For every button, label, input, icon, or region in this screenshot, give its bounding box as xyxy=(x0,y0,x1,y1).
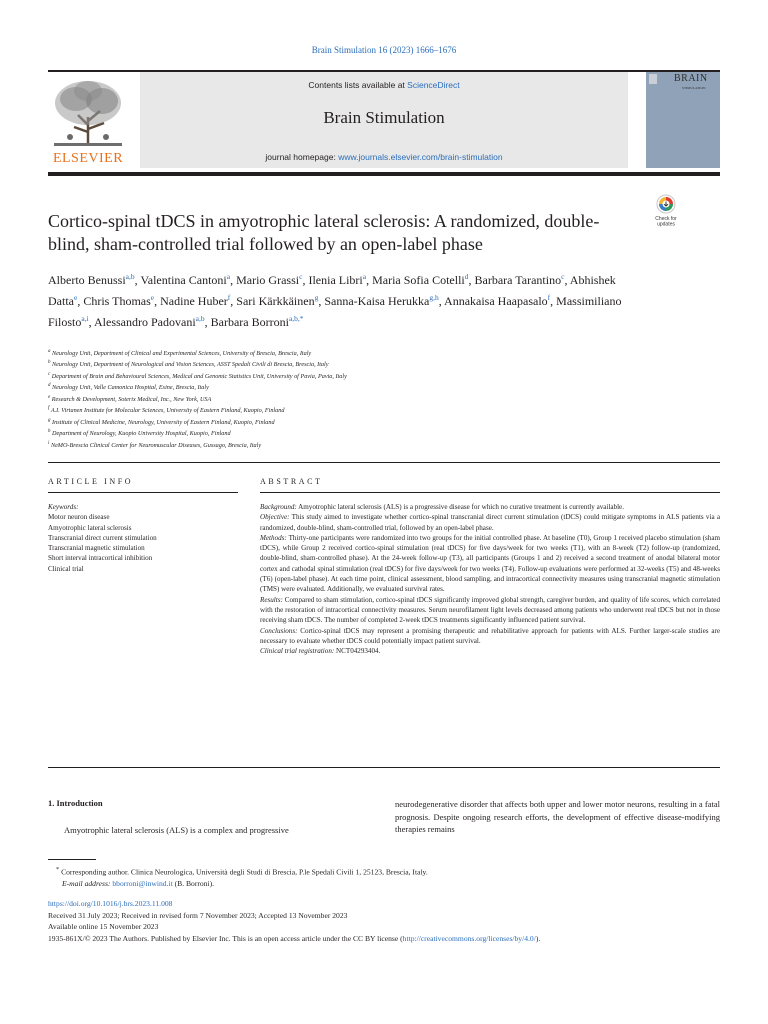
abstract-section-label: Objective: xyxy=(260,513,290,522)
affiliation-item xyxy=(48,427,720,438)
intro-column-right: neurodegenerative disorder that affects both upper and lower motor neurons, resulting in a fatal prognosis. Despite ongoing research efforts, the development of effective disease-modifying therapies remains xyxy=(395,799,720,834)
email-suffix: (B. Borroni). xyxy=(172,879,215,889)
affiliation-text: Neurology Unit, Valle Camonica Hospital, Esine, Brescia, Italy xyxy=(50,384,209,392)
abstract-section-label: Clinical trial registration: xyxy=(260,647,335,656)
license-prefix: 1935-861X/© 2023 The Authors. Published by Elsevier Inc. This is an open access article under the CC BY license ( xyxy=(48,933,403,943)
author-name[interactable]: Annakaisa Haapasalo xyxy=(444,294,548,308)
introduction-heading: 1. Introduction xyxy=(48,798,103,808)
author-name[interactable]: Barbara Tarantino xyxy=(474,273,562,287)
available-online: Available online 15 November 2023 xyxy=(48,922,159,931)
affiliation-item xyxy=(48,439,720,450)
author-name[interactable]: Nadine Huber xyxy=(160,294,228,308)
keyword-item: Transcranial magnetic stimulation xyxy=(48,544,145,553)
intro-column-left: Amyotrophic lateral sclerosis (ALS) is a complex and progressive xyxy=(64,825,289,835)
email-line xyxy=(48,878,720,890)
affiliation-item xyxy=(48,404,720,415)
journal-homepage xyxy=(140,152,628,162)
affiliation-mark: e xyxy=(48,394,51,400)
citation-link[interactable]: Brain Stimulation 16 (2023) 1666–1676 xyxy=(311,45,457,55)
email-link[interactable]: bborroni@inwind.it xyxy=(112,879,173,889)
affiliation-item xyxy=(48,381,720,392)
abstract-section-label: Background: xyxy=(260,503,297,511)
author-affiliation-mark[interactable]: d xyxy=(464,272,469,281)
affiliation-text: Neurology Unit, Department of Neurological and Vision Sciences, ASST Spedali Civili di Brescia, Brescia, Italy xyxy=(50,361,329,369)
affiliation-mark: h xyxy=(48,429,51,435)
author-name[interactable]: Alberto Benussi xyxy=(48,273,126,287)
email-label: E-mail address: xyxy=(62,879,113,889)
abstract-section xyxy=(260,595,720,626)
received-dates: Received 31 July 2023; Received in revised form 7 November 2023; Accepted 13 November 2023 xyxy=(48,910,348,920)
affiliation-text: Research & Development, Soterix Medical, Inc., New York, USA xyxy=(50,395,212,403)
abstract-section xyxy=(260,512,720,533)
author-name[interactable]: Alessandro Padovani xyxy=(94,315,196,329)
author-affiliation-mark[interactable]: c xyxy=(299,272,303,281)
article-info-rule xyxy=(48,492,238,493)
corresponding-author-line xyxy=(48,864,720,878)
affiliation-text: Department of Brain and Behavioural Sciences, Medical and Genomic Statistics Unit, University of Pavia, Pavia, Italy xyxy=(50,373,347,380)
author-affiliation-mark[interactable]: a xyxy=(226,272,231,281)
license-line xyxy=(48,933,728,945)
masthead-rule xyxy=(48,172,720,176)
affiliation-text: Institute of Clinical Medicine, Neurology, University of Eastern Finland, Kuopio, Finland xyxy=(50,418,275,426)
check-updates-label-1: Check for xyxy=(655,216,677,222)
author-name[interactable]: Mario Grassi xyxy=(236,273,300,287)
abstract-section-label: Conclusions: xyxy=(260,626,298,635)
contents-prefix: Contents lists available at xyxy=(308,80,408,90)
abstract-heading: ABSTRACT xyxy=(260,477,323,486)
abstract-section-label: Results: xyxy=(260,595,283,604)
footnote-rule xyxy=(48,859,96,860)
abstract-section xyxy=(260,502,720,512)
publisher-wordmark: ELSEVIER xyxy=(52,151,124,166)
author-list: Alberto Benussi$^{a,b}$, Valentina Cantoni$^a$, Mario Grassi$^c$, Ilenia Libri$^a$, Maria Sofia Cotelli$^d$, Barbara Tarantino$^c$, Abhishek Datta$^e$, Chris Thomas$^e$, Nadine Huber$^f$, Sari Kärkkäinen$^g$, Sanna-Kaisa Herukka$^{g,h}$, Annakaisa Haapasalo$^f$, Massimiliano Filosto$^{a,i}$, Alessandro Padovani$^{a,b}$, Barbara Borroni$^{a,b,*}$ xyxy=(48,272,622,329)
cover-subtitle: STIMULATION xyxy=(682,86,706,90)
keywords-block xyxy=(48,502,248,574)
article-metadata xyxy=(48,898,728,944)
license-link[interactable]: http://creativecommons.org/licenses/by/4.0/ xyxy=(402,933,536,943)
section-rule-top xyxy=(48,462,720,463)
affiliation-mark: g xyxy=(48,417,51,423)
author-affiliation-mark[interactable]: f xyxy=(547,293,551,302)
abstract-section xyxy=(260,626,720,647)
affiliation-list xyxy=(48,347,720,450)
license-suffix: ). xyxy=(535,933,541,943)
doi-link[interactable]: https://doi.org/10.1016/j.brs.2023.11.008 xyxy=(48,899,173,908)
affiliation-text: Department of Neurology, Kuopio University Hospital, Kuopio, Finland xyxy=(50,430,231,438)
abstract-section-text: This study aimed to investigate whether cortico-spinal transcranial direct current stimulation (tDCS) could mitigate symptoms in ALS patients via a randomized, double-blind, sham-controlled trial, followed by an open-label phase. xyxy=(260,513,720,532)
abstract-rule xyxy=(260,492,720,493)
abstract-section-text: Thirty-one participants were randomized into two groups for the initial controlled phase. At baseline (T0), Group 1 received placebo stimulation (sham tDCS), while Group 2 received cortico-spinal stimulation (real tDCS) for five days/week for two weeks (T1), with an 8-week (T2) follow-up (randomized, double-blind, sham-controlled phase). At the 24-week follow-up (T3), all participants (Groups 1 and 2) received a second treatment of anodal bilateral motor cortex and cathodal spinal stimulation (real tDCS) for five days/week for two weeks (T4). Follow-up evaluations were performed at 32-weeks (T5) and 48-weeks (T6) (open-label phase). At each time point, clinical assessment, blood sampling, and intracortical connectivity measures using transcranial magnetic stimulation (TMS) were evaluated. Additionally, we evaluated survival rates. xyxy=(260,533,720,594)
footnote-mark: * xyxy=(56,866,60,873)
author-affiliation-mark[interactable]: e xyxy=(150,293,155,302)
abstract-section-text: NCT04293404. xyxy=(334,647,381,656)
author-name[interactable]: Sanna-Kaisa Herukka xyxy=(324,294,430,308)
author-name[interactable]: Sari Kärkkäinen xyxy=(236,294,315,308)
journal-title: Brain Stimulation xyxy=(323,108,445,127)
author-name[interactable]: Ilenia Libri xyxy=(308,273,363,287)
affiliation-mark: a xyxy=(48,349,51,354)
article-title: Cortico-spinal tDCS in amyotrophic lateral sclerosis: A randomized, double-blind, sham-controlled trial followed by an open-label phase xyxy=(48,211,600,254)
journal-citation[interactable] xyxy=(0,45,768,55)
corresponding-footnote xyxy=(48,864,720,890)
author-affiliation-mark[interactable]: a,b xyxy=(125,272,135,281)
article-info-heading: ARTICLE INFO xyxy=(48,477,134,486)
author-name[interactable]: Abhishek Datta xyxy=(48,273,616,308)
check-updates-label-2: updates xyxy=(657,221,675,228)
sciencedirect-link[interactable]: ScienceDirect xyxy=(407,80,460,90)
keyword-item: Short interval intracortical inhibition xyxy=(48,554,153,563)
abstract-body xyxy=(260,502,720,656)
keyword-item: Amyotrophic lateral sclerosis xyxy=(48,523,132,532)
affiliation-item xyxy=(48,393,720,404)
homepage-prefix: journal homepage: xyxy=(265,152,339,162)
author-affiliation-mark[interactable]: a,b xyxy=(195,314,205,323)
contents-line xyxy=(140,80,628,90)
author-affiliation-mark[interactable]: g xyxy=(314,293,319,302)
affiliation-item xyxy=(48,416,720,427)
keyword-item: Clinical trial xyxy=(48,564,84,573)
section-rule-bottom xyxy=(48,767,720,768)
keywords-list xyxy=(48,512,248,574)
affiliation-text: A.I. Virtanen Institute for Molecular Sciences, University of Eastern Finland, Kuopio, Finland xyxy=(49,407,285,415)
homepage-link[interactable]: www.journals.elsevier.com/brain-stimulation xyxy=(338,152,503,162)
abstract-section xyxy=(260,646,720,656)
corresponding-text: Corresponding author. Clinica Neurologica, Università degli Studi di Brescia, P.le Spedali Civili 1, 25123, Brescia, Italy. xyxy=(59,867,428,877)
author-affiliation-mark[interactable]: a,i xyxy=(81,314,89,323)
author-name[interactable]: Barbara Borroni xyxy=(210,315,289,329)
author-affiliation-mark[interactable]: a xyxy=(362,272,367,281)
keywords-label: Keywords: xyxy=(48,503,79,511)
keyword-item: Motor neuron disease xyxy=(48,513,110,522)
author-name[interactable]: Massimiliano Filosto xyxy=(48,294,622,329)
author-name[interactable]: Valentina Cantoni xyxy=(140,273,227,287)
affiliation-mark: i xyxy=(48,440,50,446)
author-name[interactable]: Chris Thomas xyxy=(83,294,151,308)
keyword-item: Transcranial direct current stimulation xyxy=(48,533,157,542)
check-for-updates-button[interactable] xyxy=(648,193,684,229)
affiliation-text: Neurology Unit, Department of Clinical and Experimental Sciences, University of Brescia, Brescia, Italy xyxy=(50,350,312,358)
author-name[interactable]: Maria Sofia Cotelli xyxy=(372,273,465,287)
author-affiliation-mark[interactable]: a,b,* xyxy=(288,314,304,323)
affiliation-mark: f xyxy=(48,406,50,412)
abstract-section-label: Methods: xyxy=(260,533,287,542)
affiliation-text: NeMO-Brescia Clinical Center for Neuromuscular Diseases, Gussago, Brescia, Italy xyxy=(49,441,262,449)
abstract-section-text: Cortico-spinal tDCS may represent a promising therapeutic and rehabilitative approach for patients with ALS. Further larger-scale studies are necessary to evaluate whether tDCS could potentially impact patient survival. xyxy=(260,626,720,645)
affiliation-mark: d xyxy=(48,383,51,389)
author-affiliation-mark[interactable]: g,h xyxy=(429,293,439,302)
abstract-section xyxy=(260,533,720,595)
affiliation-item xyxy=(48,347,720,358)
author-affiliation-mark[interactable]: c xyxy=(561,272,565,281)
abstract-section-text: Compared to sham stimulation, cortico-spinal tDCS significantly improved global strength, caregiver burden, and quality of life scores, which correlated with the restoration of intracortical connectivity measures. Serum neurofilament light levels decreased among patients who underwent real tDCS but not in those receiving sham tDCS. The number of completed 2-week tDCS treatments significantly influenced patient survival. xyxy=(260,595,720,625)
affiliation-mark: c xyxy=(48,371,51,377)
affiliation-item xyxy=(48,358,720,369)
affiliation-mark: b xyxy=(48,360,51,366)
author-affiliation-mark[interactable]: f xyxy=(227,293,231,302)
cover-title: BRAIN xyxy=(674,73,708,84)
affiliation-item xyxy=(48,370,720,381)
author-affiliation-mark[interactable]: e xyxy=(74,293,78,302)
abstract-section-text: Amyotrophic lateral sclerosis (ALS) is a progressive disease for which no curative treatment is currently available. xyxy=(296,503,624,511)
cover-emblem-icon xyxy=(649,74,657,84)
